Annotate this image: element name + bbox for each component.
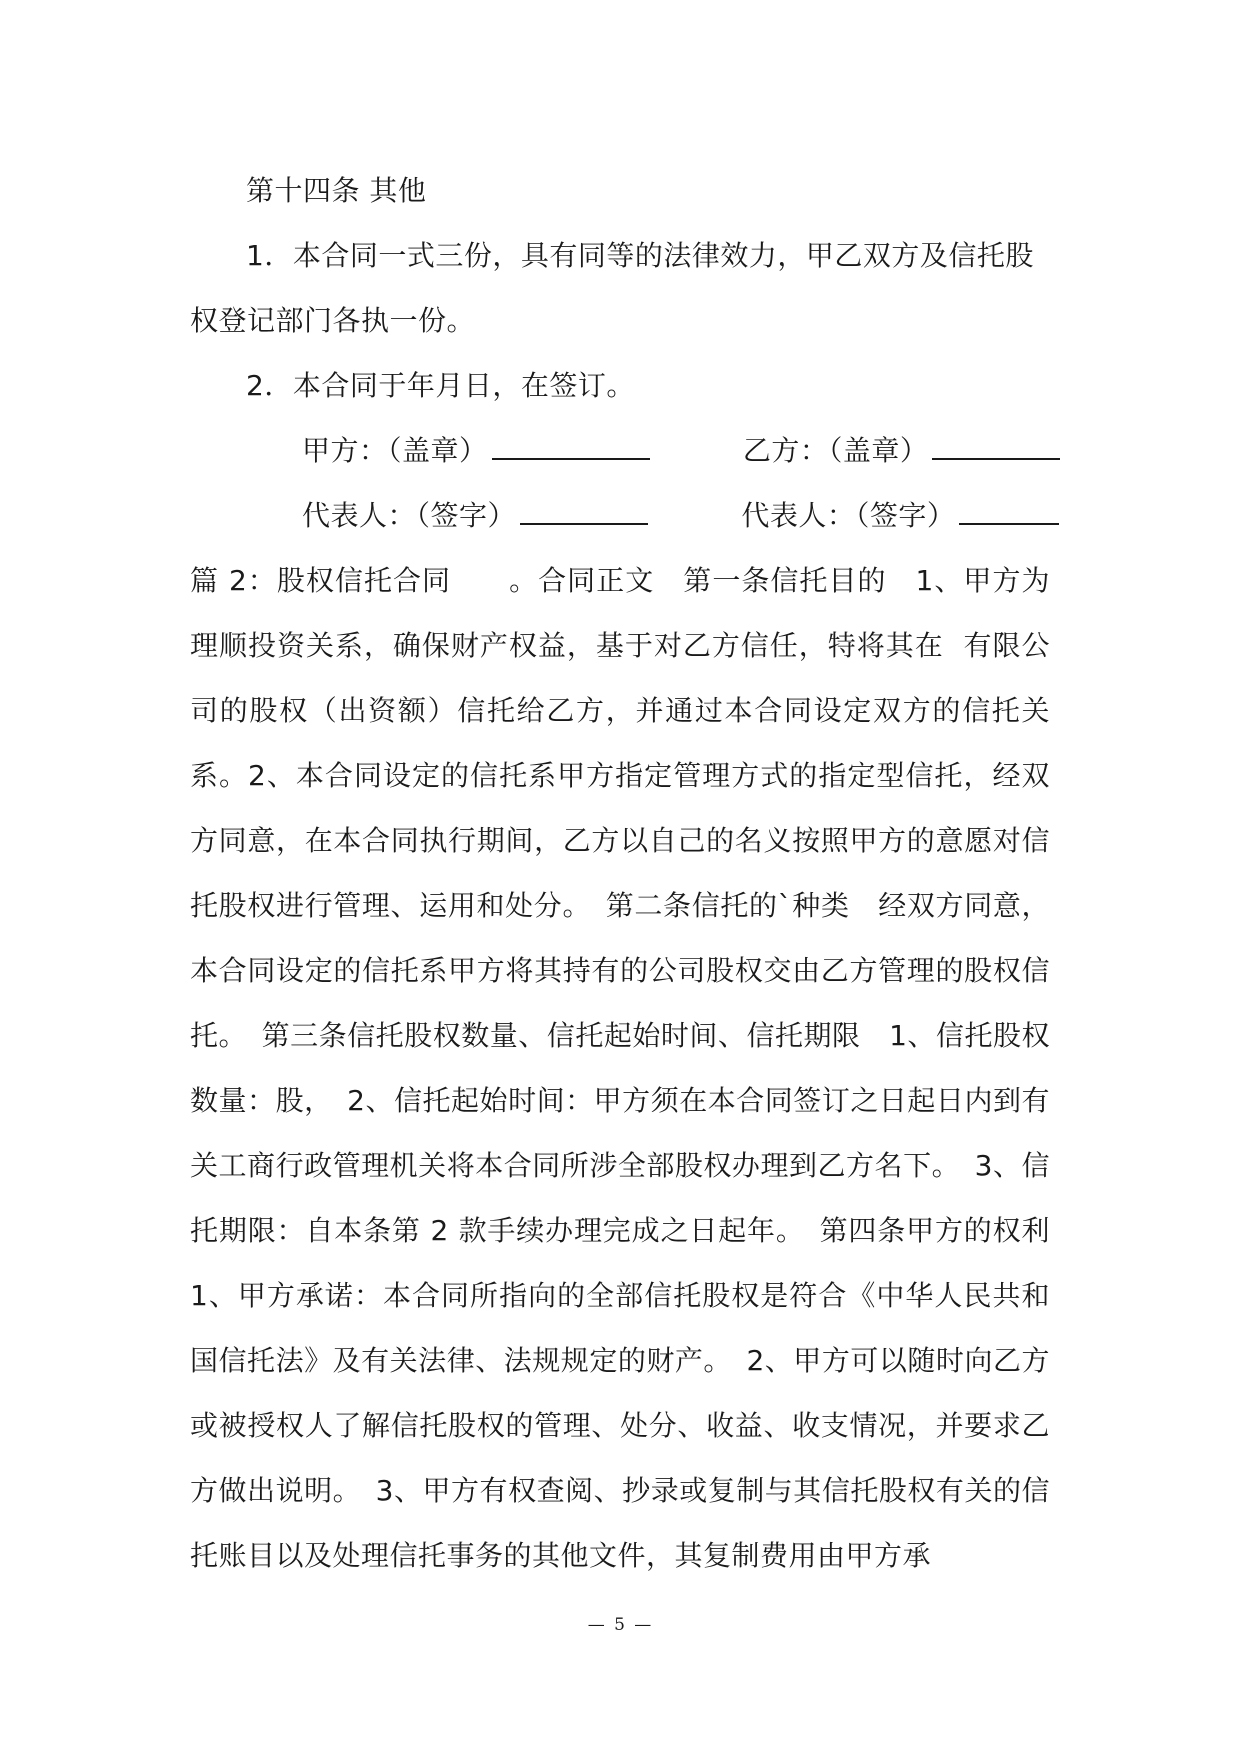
party-a-seal-label: 甲方：（盖章） [302, 434, 488, 467]
party-a-representative [246, 483, 648, 548]
party-b-seal-blank [932, 434, 1060, 460]
document-content [190, 158, 1079, 1588]
article-14-item-1: 1．本合同一式三份，具有同等的法律效力，甲乙双方及信托股权登记部门各执一份。 [190, 239, 1034, 337]
page-number: — 5 — [587, 1615, 654, 1635]
party-b-representative [685, 483, 1059, 548]
section-2-body: 篇 2：股权信托合同 。合同正文 第一条信托目的 1、甲方为理顺投资关系，确保财产权益，基于对乙方信任，特将其在 有限公司的股权（出资额）信托给乙方，并通过本合同设定双方的信托关系。2、本合同设定的信托系甲方指定管理方式的指定型信托，经双方同意，在本合同执行期间，乙方以自己的名义按照甲方的意愿对信托股权进行管理、运用和处分。 第二条信托的`种类 经双方同意，本合同设定的信托系甲方将其持有的公司股权交由乙方管理的股权信托。 第三条信托股权数量、信托起始时间、信托期限 1、信托股权数量：股， 2、信托起始时间：甲方须在本合同签订之日起日内到有关工商行政管理机关将本合同所涉全部股权办理到乙方名下。 3、信托期限：自本条第 2 款手续办理完成之日起年。 第四条甲方的权利 1、甲方承诺：本合同所指向的全部信托股权是符合《中华人民共和国信托法》及有关法律、法规规定的财产。 2、甲方可以随时向乙方或被授权人了解信托股权的管理、处分、收益、收支情况，并要求乙方做出说明。 3、甲方有权查阅、抄录或复制与其信托股权有关的信托账目以及处理信托事务的其他文件，其复制费用由甲方承 [190, 564, 1079, 1572]
party-a-rep-blank [520, 499, 648, 525]
seal-signature-row [190, 418, 1050, 483]
article-14-item-2: 2．本合同于年月日，在签订。 [246, 369, 635, 402]
article-14-heading: 第十四条 其他 [246, 174, 427, 207]
party-b-rep-blank [959, 499, 1059, 525]
party-b-rep-label: 代表人：（签字） [741, 499, 956, 532]
party-a-seal [246, 418, 650, 483]
party-a-rep-label: 代表人：（签字） [302, 499, 517, 532]
party-b-seal-label: 乙方：（盖章） [742, 434, 929, 467]
party-a-seal-blank [492, 434, 650, 460]
party-b-seal [687, 418, 1061, 483]
representative-signature-row [190, 483, 1050, 548]
